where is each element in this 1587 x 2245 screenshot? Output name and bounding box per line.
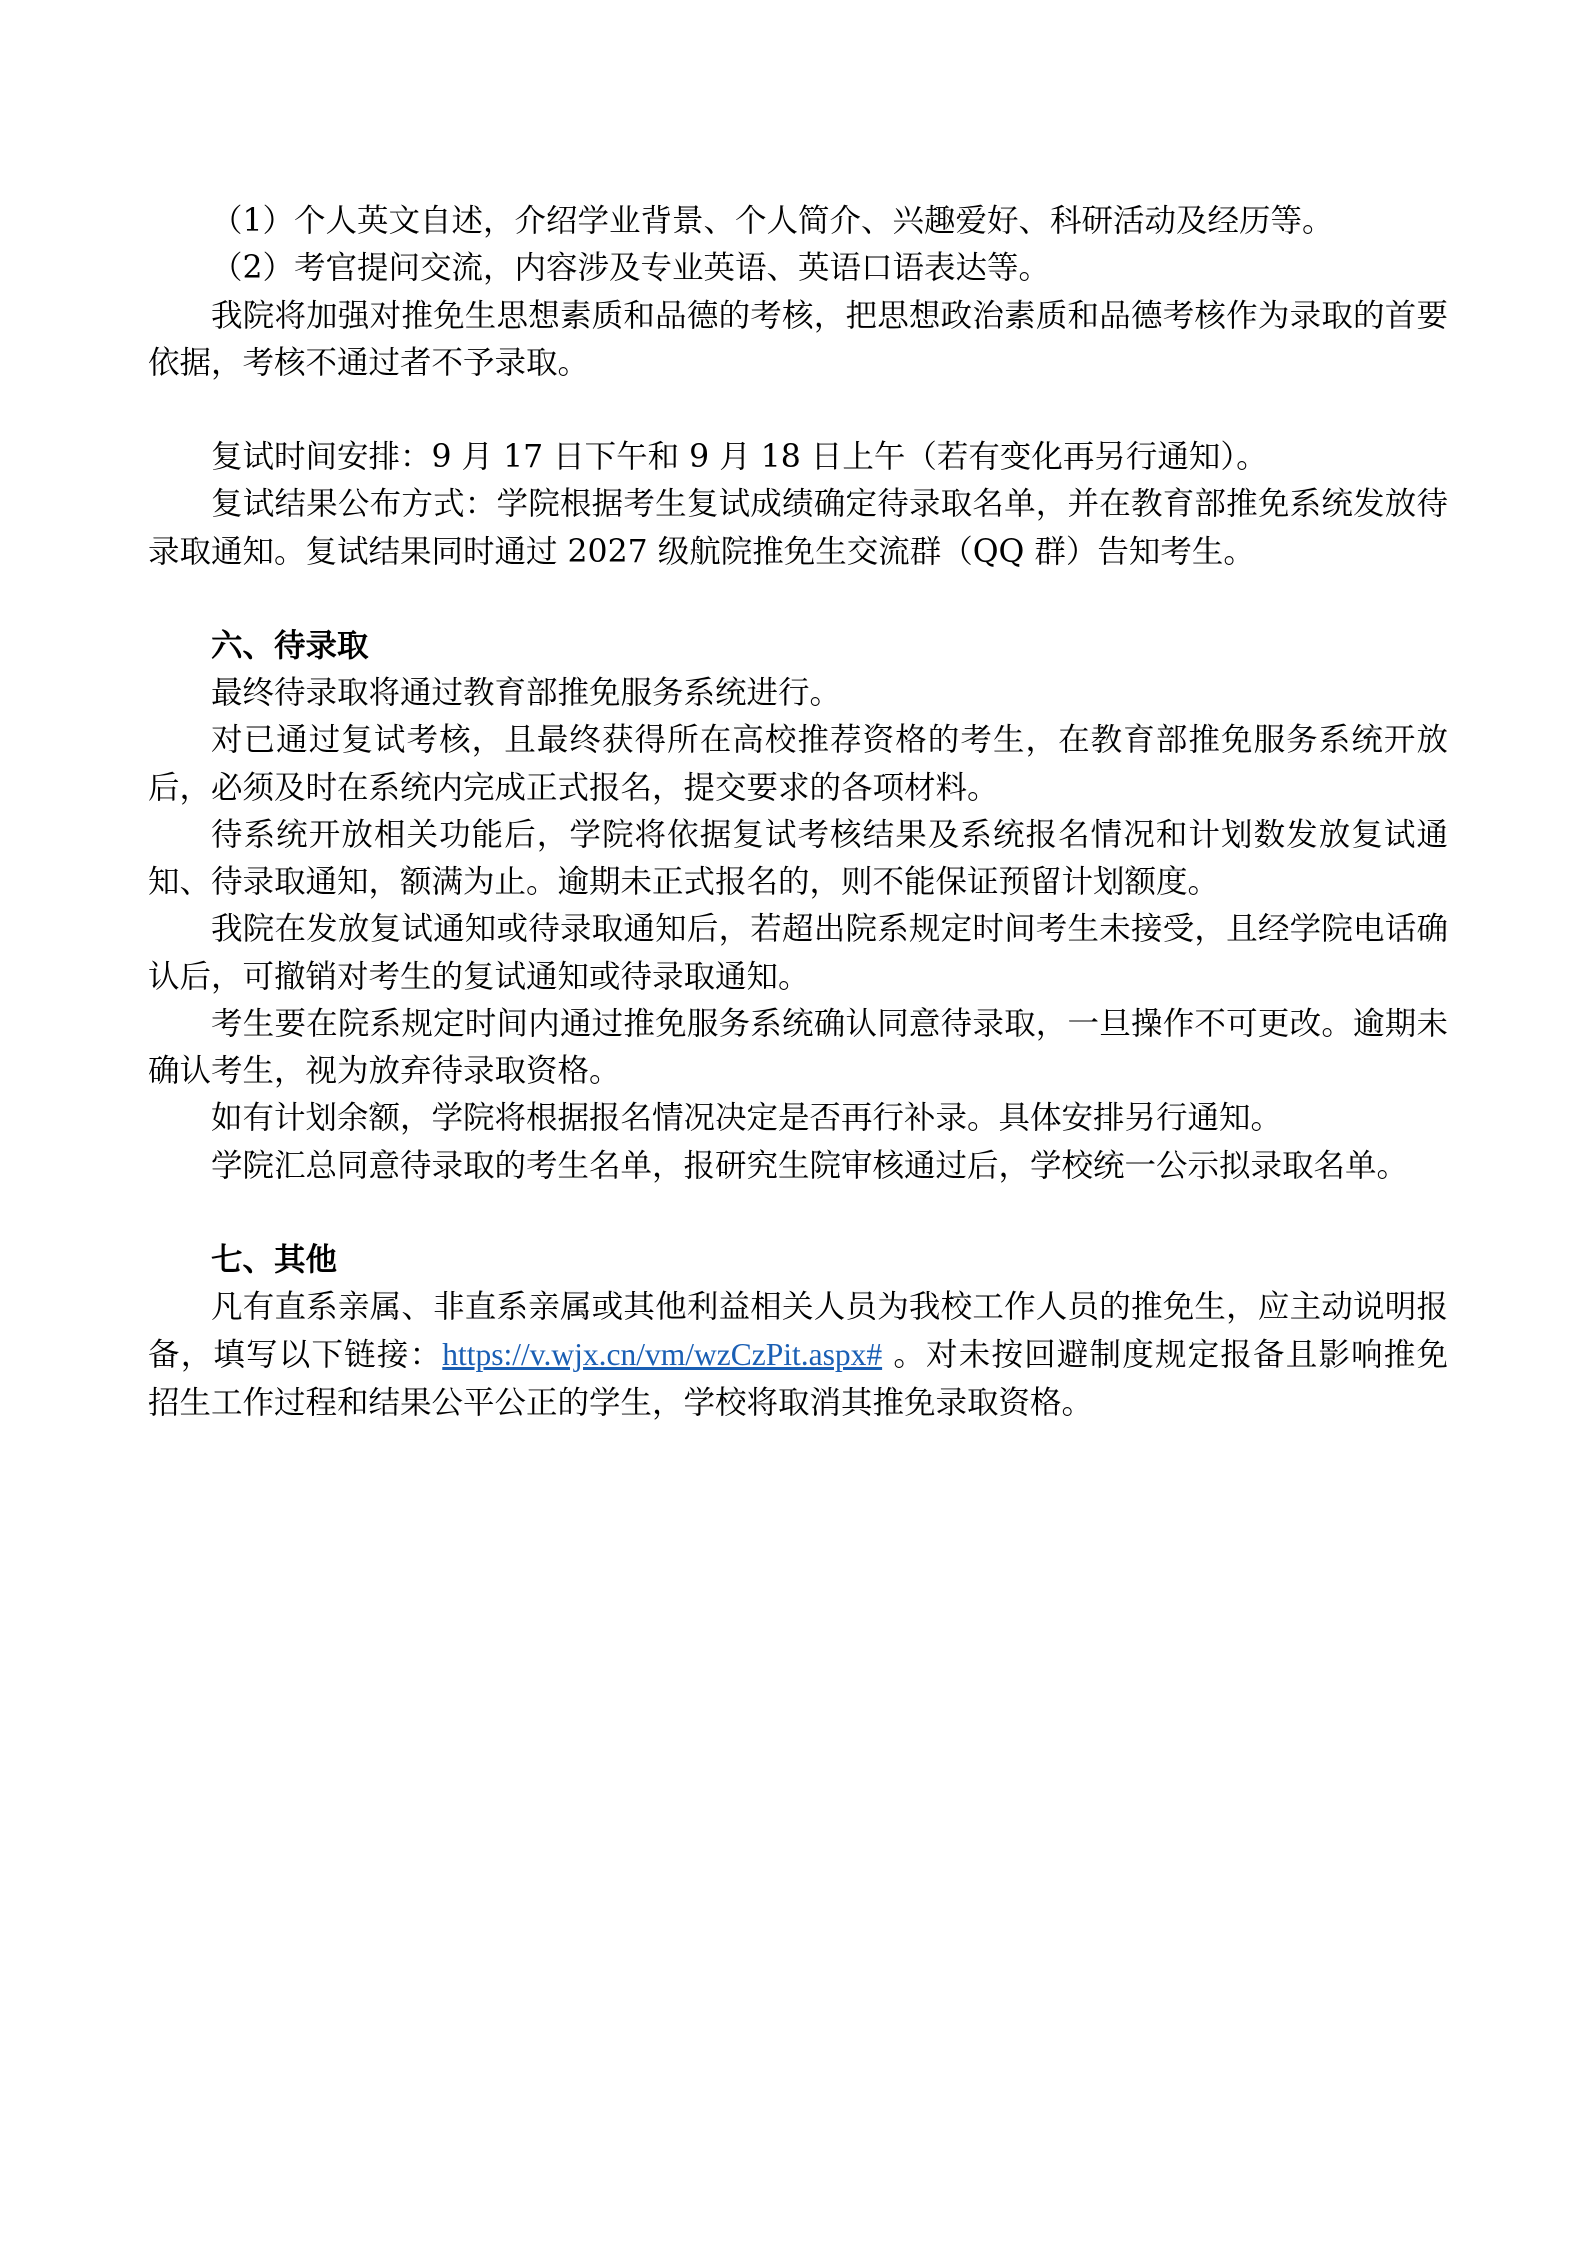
section-6-paragraph-2: 对已通过复试考核，且最终获得所在高校推荐资格的考生，在教育部推免服务系统开放后，必须及时在系统内完成正式报名，提交要求的各项材料。 [148, 722, 1448, 806]
section-6-paragraph-5: 考生要在院系规定时间内通过推免服务系统确认同意待录取，一旦操作不可更改。逾期未确认考生，视为放弃待录取资格。 [148, 1005, 1448, 1089]
section-7-paragraph [148, 1284, 1448, 1427]
interview-item-2: （2）考官提问交流，内容涉及专业英语、英语口语表达等。 [211, 250, 1051, 287]
section-6-heading: 六、待录取 [211, 627, 369, 664]
paragraph-gap [148, 387, 1448, 434]
interview-item-1: （1）个人英文自述，介绍学业背景、个人简介、兴趣爱好、科研活动及经历等。 [211, 203, 1334, 239]
section-7-text-after: 。对未按回避制度规定报备且影响推免招生工作过程和结果公平公正的学生，学校将取消其推免录取资格。 [148, 1337, 1448, 1421]
section-6-paragraph-3: 待系统开放相关功能后，学院将依据复试考核结果及系统报名情况和计划数发放复试通知、待录取通知，额满为止。逾期未正式报名的，则不能保证预留计划额度。 [148, 816, 1448, 900]
section-6-paragraph-4: 我院在发放复试通知或待录取通知后，若超出院系规定时间考生未接受，且经学院电话确认后，可撤销对考生的复试通知或待录取通知。 [148, 911, 1448, 995]
retest-time-paragraph: 复试时间安排：9 月 17 日下午和 9 月 18 日上午（若有变化再另行通知）。 [211, 439, 1268, 475]
retest-result-paragraph: 复试结果公布方式：学院根据考生复试成绩确定待录取名单，并在教育部推免系统发放待录取通知。复试结果同时通过 2027 级航院推免生交流群（QQ 群）告知考生。 [148, 486, 1448, 570]
document-body [148, 198, 1448, 1427]
paragraph-gap [148, 576, 1448, 623]
section-6-paragraph-6: 如有计划余额，学院将根据报名情况决定是否再行补录。具体安排另行通知。 [211, 1100, 1283, 1137]
paragraph-gap [148, 1190, 1448, 1237]
section-6-paragraph-1: 最终待录取将通过教育部推免服务系统进行。 [211, 675, 842, 711]
section-7-heading: 七、其他 [211, 1241, 338, 1278]
section-6-paragraph-7: 学院汇总同意待录取的考生名单，报研究生院审核通过后，学校统一公示拟录取名单。 [211, 1147, 1409, 1184]
section-7-text-before: 凡有直系亲属、非直系亲属或其他利益相关人员为我校工作人员的推免生，应主动说明报备，填写以下链接： [148, 1289, 1448, 1374]
moral-assessment-paragraph: 我院将加强对推免生思想素质和品德的考核，把思想政治素质和品德考核作为录取的首要依据，考核不通过者不予录取。 [148, 297, 1448, 381]
report-link[interactable]: https://v.wjx.cn/vm/wzCzPit.aspx# [442, 1337, 883, 1373]
